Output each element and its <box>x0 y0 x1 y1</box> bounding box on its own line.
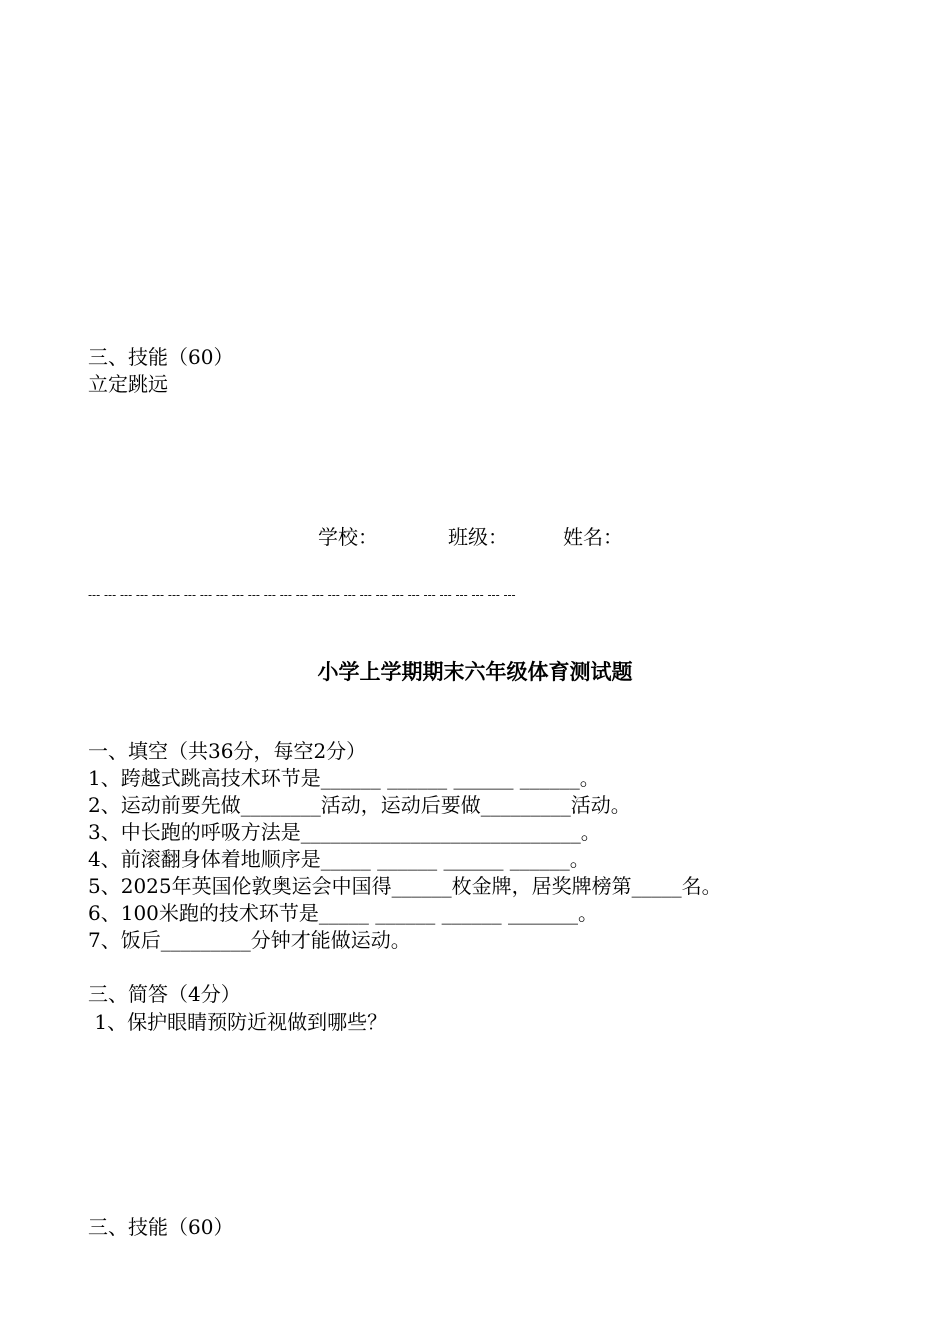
bottom-section-heading: 三、技能（60） <box>88 1215 234 1239</box>
class-label: 班级： <box>448 525 508 549</box>
short-answer-question: 1、保护眼睛预防近视做到哪些？ <box>88 1010 388 1034</box>
school-label: 学校： <box>318 525 378 549</box>
question-3: 3、中长跑的呼吸方法是____________________________。 <box>88 820 601 844</box>
name-label: 姓名： <box>563 525 623 549</box>
fill-blank-heading: 一、填空（共36分，每空2分） <box>88 739 367 763</box>
question-6: 6、100米跑的技术环节是_____ ______ ______ _______。 <box>88 901 598 925</box>
top-section-item: 立定跳远 <box>88 372 168 396</box>
student-info-row <box>0 521 950 549</box>
question-4: 4、前滚翻身体着地顺序是_____ ______ ______ ______。 <box>88 847 590 871</box>
page-title: 小学上学期期末六年级体育测试题 <box>317 659 633 684</box>
cut-line: --- --- --- --- --- --- --- --- --- --- --- --- --- --- --- --- --- --- --- --- --- --- --- --- --- --- --- <box>88 588 516 602</box>
question-2: 2、运动前要先做________活动，运动后要做_________活动。 <box>88 793 631 817</box>
short-answer-heading: 三、简答（4分） <box>88 982 241 1006</box>
question-7: 7、饭后_________分钟才能做运动。 <box>88 928 411 952</box>
question-5: 5、2025年英国伦敦奥运会中国得______枚金牌，居奖牌榜第_____名。 <box>88 874 722 898</box>
question-1: 1、跨越式跳高技术环节是______ ______ ______ ______。 <box>88 766 600 790</box>
top-section-heading: 三、技能（60） <box>88 345 234 369</box>
